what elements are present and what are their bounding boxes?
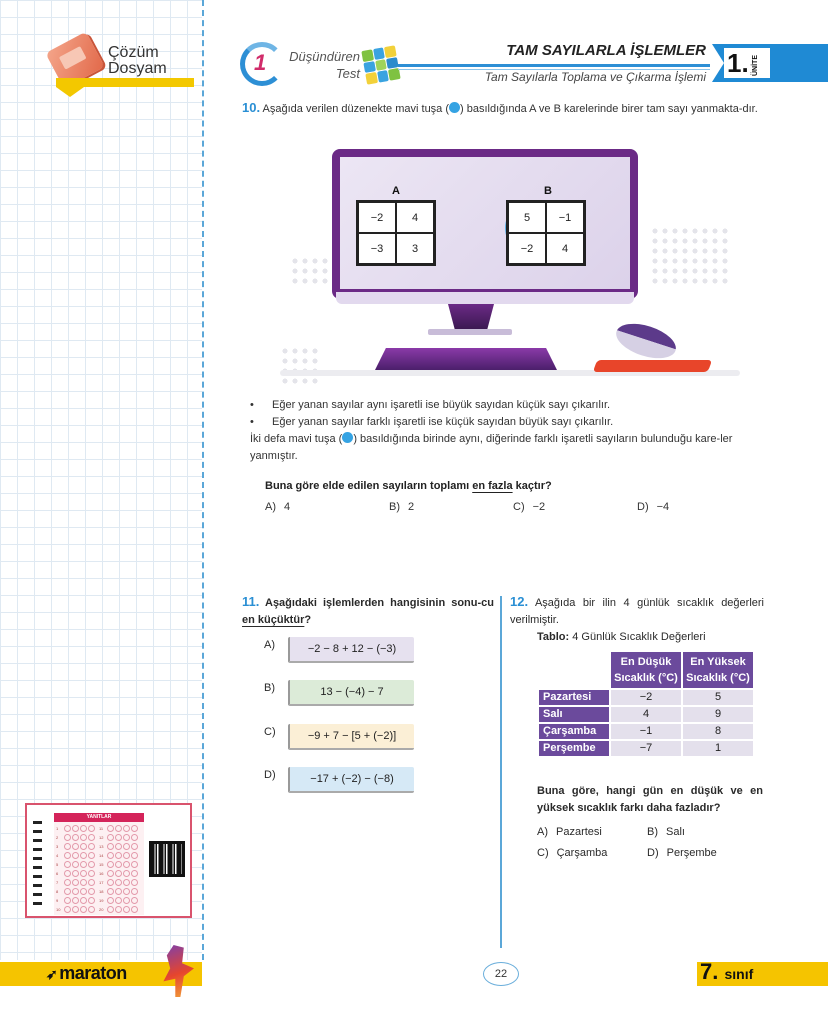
column-header-high: En Yüksek Sıcaklık (°C) — [683, 652, 753, 688]
answer-bubble[interactable] — [88, 834, 95, 841]
answer-bubble[interactable] — [107, 906, 114, 913]
table-row: Pazartesi −2 5 — [539, 690, 753, 705]
answer-bubble[interactable] — [123, 879, 130, 886]
answer-column-right — [99, 824, 142, 914]
blue-button-icon — [342, 432, 353, 443]
answer-row: 19 — [99, 896, 142, 905]
q11-expression: 13 − (−4) − 7 — [288, 680, 414, 706]
q10-rules — [250, 397, 770, 465]
answer-bubble[interactable] — [80, 834, 87, 841]
grid-b-cell: −1 — [546, 202, 584, 233]
answer-bubble[interactable] — [72, 870, 79, 877]
rule-item: • Eğer yanan sayılar farklı işaretli ise küçük sayıdan büyük sayı çıkarılır. — [250, 416, 614, 428]
answer-bubble[interactable] — [115, 861, 122, 868]
answer-bubble[interactable] — [107, 825, 114, 832]
answer-bubble[interactable] — [107, 861, 114, 868]
answer-row: 2 — [56, 833, 99, 842]
answer-bubble[interactable] — [107, 870, 114, 877]
answer-row: 12 — [99, 833, 142, 842]
answer-bubble[interactable] — [88, 870, 95, 877]
answer-bubble[interactable] — [88, 888, 95, 895]
answer-bubble[interactable] — [115, 825, 122, 832]
answer-bubble[interactable] — [64, 879, 71, 886]
table-caption: Tablo: 4 Günlük Sıcaklık Değerleri — [537, 631, 706, 643]
qr-code-icon[interactable] — [149, 841, 185, 877]
answer-bubble[interactable] — [123, 870, 130, 877]
column-divider — [500, 596, 502, 948]
q11-expression: −9 + 7 − [5 + (−2)] — [288, 724, 414, 750]
answer-bubble[interactable] — [72, 825, 79, 832]
answer-bubble[interactable] — [80, 906, 87, 913]
answer-bubble[interactable] — [80, 861, 87, 868]
temperature-table — [537, 650, 755, 758]
monitor-stand — [448, 304, 494, 330]
grid-a — [356, 200, 436, 266]
answer-bubble[interactable] — [123, 897, 130, 904]
grid-a-cell: −2 — [358, 202, 396, 233]
answer-bubble[interactable] — [115, 888, 122, 895]
answer-bubble[interactable] — [88, 825, 95, 832]
answer-bubble[interactable] — [115, 852, 122, 859]
answer-bubble[interactable] — [123, 852, 130, 859]
test-number: 1 — [254, 50, 267, 75]
answer-row: 5 — [56, 860, 99, 869]
mousepad — [593, 360, 712, 372]
answer-bubble[interactable] — [64, 852, 71, 859]
unit-number: 1. — [727, 48, 749, 78]
q10-number: 10. — [242, 100, 261, 115]
answer-bubble[interactable] — [131, 870, 138, 877]
q12-options-row-1 — [537, 826, 757, 838]
answer-row: 11 — [99, 824, 142, 833]
answer-column-left — [56, 824, 99, 914]
answer-bubble[interactable] — [131, 897, 138, 904]
answer-bubble[interactable] — [123, 825, 130, 832]
grid-b-cell: −2 — [508, 233, 546, 264]
q12-options-row-2 — [537, 847, 757, 859]
q11-option-a[interactable]: A) −2 − 8 + 12 − (−3) — [264, 637, 414, 663]
chapter-title: TAM SAYILARLA İŞLEMLER — [506, 42, 706, 59]
answer-bubble[interactable] — [115, 834, 122, 841]
column-header-low: En Düşük Sıcaklık (°C) — [611, 652, 681, 688]
rule-item: • Eğer yanan sayılar aynı işaretli ise büyük sayıdan küçük sayı çıkarılır. — [250, 399, 611, 411]
answer-bubble[interactable] — [88, 861, 95, 868]
answer-row: 13 — [99, 842, 142, 851]
q11-expression: −17 + (−2) − (−8) — [288, 767, 414, 793]
q12-stem: 12. Aşağıda bir ilin 4 günlük sıcaklık değerleri verilmiştir. — [510, 594, 764, 626]
answer-row: 14 — [99, 851, 142, 860]
answer-bubble[interactable] — [107, 843, 114, 850]
grid-b-cell: 4 — [546, 233, 584, 264]
answer-bubble[interactable] — [72, 879, 79, 886]
q12-option-d[interactable]: D) Perşembe — [647, 847, 717, 859]
answer-bubble[interactable] — [115, 879, 122, 886]
answer-bubble[interactable] — [80, 897, 87, 904]
answer-row: 18 — [99, 887, 142, 896]
table-corner — [539, 652, 609, 688]
answer-bubble[interactable] — [64, 870, 71, 877]
page-number: 22 — [483, 962, 519, 986]
answer-bubble[interactable] — [115, 897, 122, 904]
answer-bubble[interactable] — [72, 906, 79, 913]
mouse-icon — [612, 317, 680, 365]
monitor-chin — [336, 292, 634, 304]
q12 — [510, 593, 764, 629]
answer-row: 3 — [56, 842, 99, 851]
answer-row: 8 — [56, 887, 99, 896]
q10-note: İki defa mavi tuşa ( ) basıldığında birinde aynı, diğerinde farklı işaretli sayıların bulunduğu kare-ler yanmıştır. — [250, 433, 733, 462]
answer-row: 16 — [99, 869, 142, 878]
answer-bubble[interactable] — [64, 834, 71, 841]
grid-b-label: B — [544, 185, 552, 197]
answer-bubble[interactable] — [80, 888, 87, 895]
answer-row: 1 — [56, 824, 99, 833]
q12-option-c[interactable]: C) Çarşamba — [537, 847, 608, 859]
answer-bubble[interactable] — [107, 834, 114, 841]
q12-option-a[interactable]: A) Pazartesi — [537, 826, 602, 838]
maraton-logo: ➶ maraton — [46, 963, 127, 983]
answer-bubble[interactable] — [107, 852, 114, 859]
answer-bubble[interactable] — [64, 825, 71, 832]
unit-badge-notch — [712, 44, 724, 82]
answer-bubble[interactable] — [123, 843, 130, 850]
answer-bubble[interactable] — [123, 861, 130, 868]
answer-bubble[interactable] — [64, 843, 71, 850]
answer-bubble[interactable] — [131, 852, 138, 859]
answer-row: 6 — [56, 869, 99, 878]
cozum-dosyam-logo — [46, 36, 196, 98]
q10-option-d[interactable]: D) −4 — [637, 501, 670, 513]
q11-stem: 11. Aşağıdaki işlemlerden hangisinin sonu-cu en küçüktür? — [242, 594, 494, 626]
answer-row: 9 — [56, 896, 99, 905]
q10-stem: 10. Aşağıda verilen düzenekte mavi tuşa ( ) basıldığında A ve B karelerinde birer tam sayı yanmakta-dır. — [242, 100, 758, 115]
grid-a-cell: 3 — [396, 233, 434, 264]
timing-marks — [33, 821, 42, 911]
answer-bubble[interactable] — [72, 834, 79, 841]
table-header-row — [539, 652, 753, 688]
header-rule — [398, 64, 710, 67]
monitor-screen — [340, 157, 630, 289]
answer-bubble[interactable] — [131, 888, 138, 895]
answer-bubble[interactable] — [72, 852, 79, 859]
answer-bubble[interactable] — [115, 906, 122, 913]
cube-icon — [361, 45, 400, 84]
unit-label: ÜNİTE — [752, 55, 759, 76]
q10-question: Buna göre elde edilen sayıların toplamı en fazla kaçtır? — [265, 480, 552, 492]
answer-bubble[interactable] — [131, 906, 138, 913]
answer-sheet-title: YANITLAR — [54, 813, 144, 822]
table-row: Salı 4 9 — [539, 707, 753, 722]
answer-bubble[interactable] — [107, 897, 114, 904]
answer-grid — [54, 813, 144, 915]
answer-bubble[interactable] — [88, 897, 95, 904]
answer-bubble[interactable] — [131, 879, 138, 886]
answer-bubble[interactable] — [80, 879, 87, 886]
grade-label: 7. sınıf — [700, 959, 754, 984]
answer-bubble[interactable] — [72, 861, 79, 868]
answer-bubble[interactable] — [64, 897, 71, 904]
answer-bubble[interactable] — [123, 906, 130, 913]
answer-row: 10 — [56, 905, 99, 914]
q12-number: 12. — [510, 594, 529, 609]
swoosh-icon: ➶ — [46, 966, 58, 982]
answer-bubble[interactable] — [88, 906, 95, 913]
answer-bubble[interactable] — [64, 906, 71, 913]
answer-bubble[interactable] — [80, 843, 87, 850]
chapter-subtitle: Tam Sayılarla Toplama ve Çıkarma İşlemi — [484, 70, 706, 84]
answer-sheet — [25, 803, 192, 918]
monitor-base — [428, 329, 512, 335]
answer-bubble[interactable] — [131, 834, 138, 841]
answer-bubble[interactable] — [72, 897, 79, 904]
q11-expression: −2 − 8 + 12 − (−3) — [288, 637, 414, 663]
q10-option-b[interactable]: B) 2 — [389, 501, 415, 513]
answer-bubble[interactable] — [115, 843, 122, 850]
q10-option-a[interactable]: A) 4 — [265, 501, 291, 513]
grid-a-label: A — [392, 185, 400, 197]
grid-b — [506, 200, 586, 266]
logo-text: Çözüm Dosyam — [108, 44, 167, 77]
decor-dots — [280, 346, 320, 386]
answer-bubble[interactable] — [131, 843, 138, 850]
computer-illustration — [280, 146, 750, 386]
table-row: Perşembe −7 1 — [539, 741, 753, 756]
answer-bubble[interactable] — [131, 861, 138, 868]
answer-bubble[interactable] — [80, 870, 87, 877]
decor-dots — [650, 226, 730, 286]
grid-a-cell: 4 — [396, 202, 434, 233]
q11 — [242, 593, 494, 629]
q10-option-c[interactable]: C) −2 — [513, 501, 546, 513]
answer-bubble[interactable] — [80, 852, 87, 859]
margin-divider — [202, 0, 204, 960]
answer-row: 4 — [56, 851, 99, 860]
answer-bubble[interactable] — [88, 852, 95, 859]
answer-bubble[interactable] — [72, 843, 79, 850]
q11-option-d[interactable]: D) −17 + (−2) − (−8) — [264, 767, 414, 793]
answer-bubble[interactable] — [64, 861, 71, 868]
q11-number: 11. — [242, 594, 260, 609]
grid-b-cell: 5 — [508, 202, 546, 233]
answer-bubble[interactable] — [80, 825, 87, 832]
answer-bubble[interactable] — [115, 870, 122, 877]
answer-bubble[interactable] — [107, 888, 114, 895]
answer-bubble[interactable] — [123, 888, 130, 895]
test-label: Düşündüren Test — [289, 49, 360, 81]
q12-option-b[interactable]: B) Salı — [647, 826, 685, 838]
answer-row: 7 — [56, 878, 99, 887]
q11-option-c[interactable]: C) −9 + 7 − [5 + (−2)] — [264, 724, 414, 750]
answer-bubble[interactable] — [107, 879, 114, 886]
answer-row: 17 — [99, 878, 142, 887]
q12-question: Buna göre, hangi gün en düşük ve en yüksek sıcaklık farkı daha fazladır? — [537, 785, 763, 814]
answer-row: 20 — [99, 905, 142, 914]
logo-underline — [56, 78, 194, 87]
answer-bubble[interactable] — [123, 834, 130, 841]
answer-row: 15 — [99, 860, 142, 869]
answer-bubble[interactable] — [64, 888, 71, 895]
keyboard-icon — [375, 348, 557, 370]
q10-options — [265, 501, 765, 513]
answer-bubble[interactable] — [72, 888, 79, 895]
blue-button-icon — [449, 102, 460, 113]
grid-a-cell: −3 — [358, 233, 396, 264]
answer-bubble[interactable] — [88, 843, 95, 850]
answer-bubble[interactable] — [131, 825, 138, 832]
q11-option-b[interactable]: B) 13 − (−4) − 7 — [264, 680, 414, 706]
answer-bubble[interactable] — [88, 879, 95, 886]
table-row: Çarşamba −1 8 — [539, 724, 753, 739]
